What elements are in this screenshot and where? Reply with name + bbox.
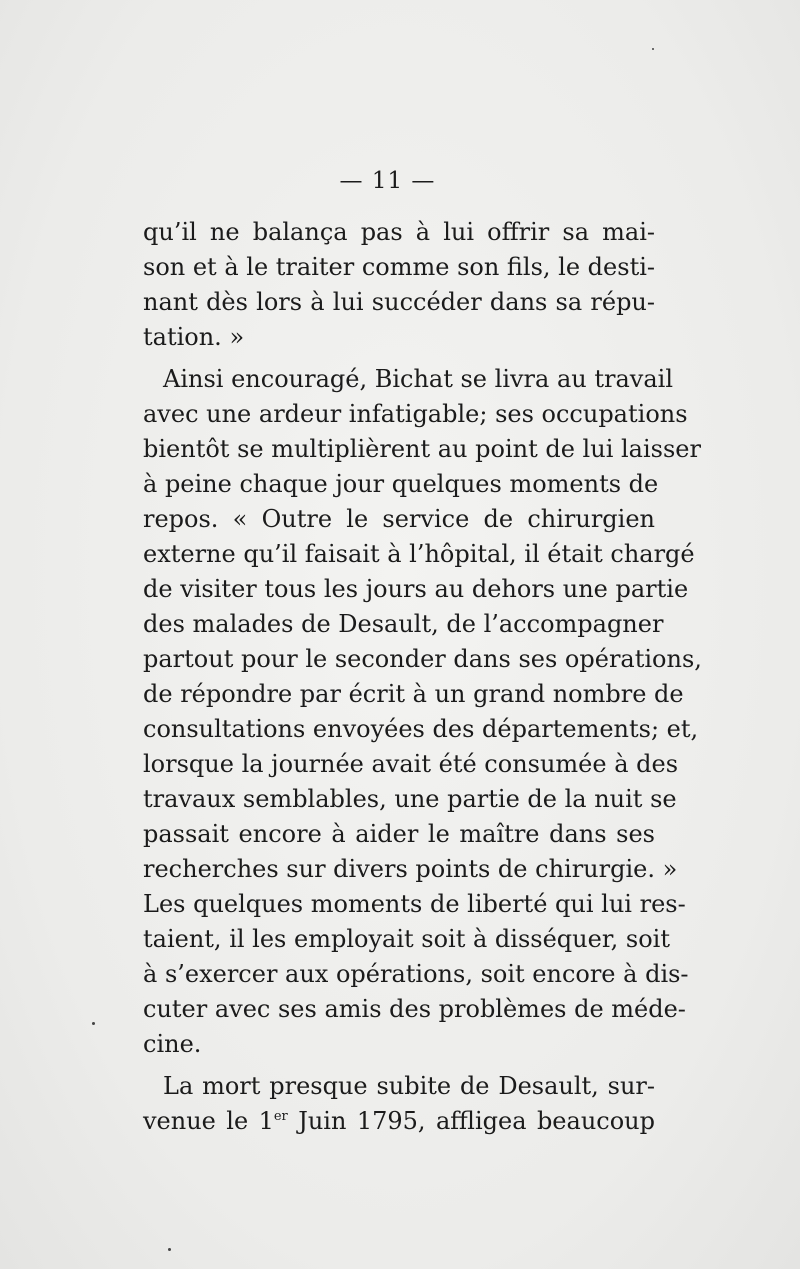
text-line: cuter avec ses amis des problèmes de méde- — [143, 995, 686, 1023]
text-line: son et à le traiter comme son fils, le desti- — [143, 253, 655, 281]
text-line: avec une ardeur infatigable; ses occupations — [143, 400, 688, 428]
text-line: travaux semblables, une partie de la nuit se — [143, 785, 677, 813]
text-line: à s’exercer aux opérations, soit encore à dis- — [143, 960, 689, 988]
paper-speck — [652, 48, 654, 50]
text-line: à peine chaque jour quelques moments de — [143, 470, 659, 498]
page-number: — 11 — — [339, 168, 436, 194]
text-line: recherches sur divers points de chirurgie. » — [143, 855, 678, 883]
text-line: cine. — [143, 1030, 202, 1058]
text-line: La mort presque subite de Desault, sur- — [163, 1072, 655, 1100]
text-line-with-superscript — [143, 1104, 655, 1139]
text-line: Ainsi encouragé, Bichat se livra au travail — [163, 365, 673, 393]
text-line: externe qu’il faisait à l’hôpital, il était chargé — [143, 540, 695, 568]
text-line: des malades de Desault, de l’accompagner — [143, 610, 664, 638]
text-line: tation. » — [143, 323, 245, 351]
body-text — [143, 215, 702, 1139]
text-line: taient, il les employait soit à disséquer, soit — [143, 925, 670, 953]
superscript: er — [273, 1109, 288, 1124]
text-line: bientôt se multiplièrent au point de lui laisser — [143, 435, 701, 463]
paper-speck — [168, 1248, 171, 1251]
text-line: de répondre par écrit à un grand nombre de — [143, 680, 684, 708]
text-line: de visiter tous les jours au dehors une partie — [143, 575, 689, 603]
text-line: qu’il ne balança pas à lui offrir sa mai- — [143, 218, 655, 246]
text-segment: Juin 1795, affligea beaucoup — [287, 1107, 655, 1135]
text-line: consultations envoyées des départements; et, — [143, 715, 699, 743]
paper-speck — [92, 1022, 95, 1025]
text-segment: venue le 1 — [143, 1107, 274, 1135]
text-line: Les quelques moments de liberté qui lui res- — [143, 890, 686, 918]
text-line: partout pour le seconder dans ses opérations, — [143, 645, 702, 673]
text-line: passait encore à aider le maître dans ses — [143, 820, 655, 848]
text-line: lorsque la journée avait été consumée à des — [143, 750, 679, 778]
text-line: repos. « Outre le service de chirurgien — [143, 505, 655, 533]
text-line: nant dès lors à lui succéder dans sa répu- — [143, 288, 655, 316]
